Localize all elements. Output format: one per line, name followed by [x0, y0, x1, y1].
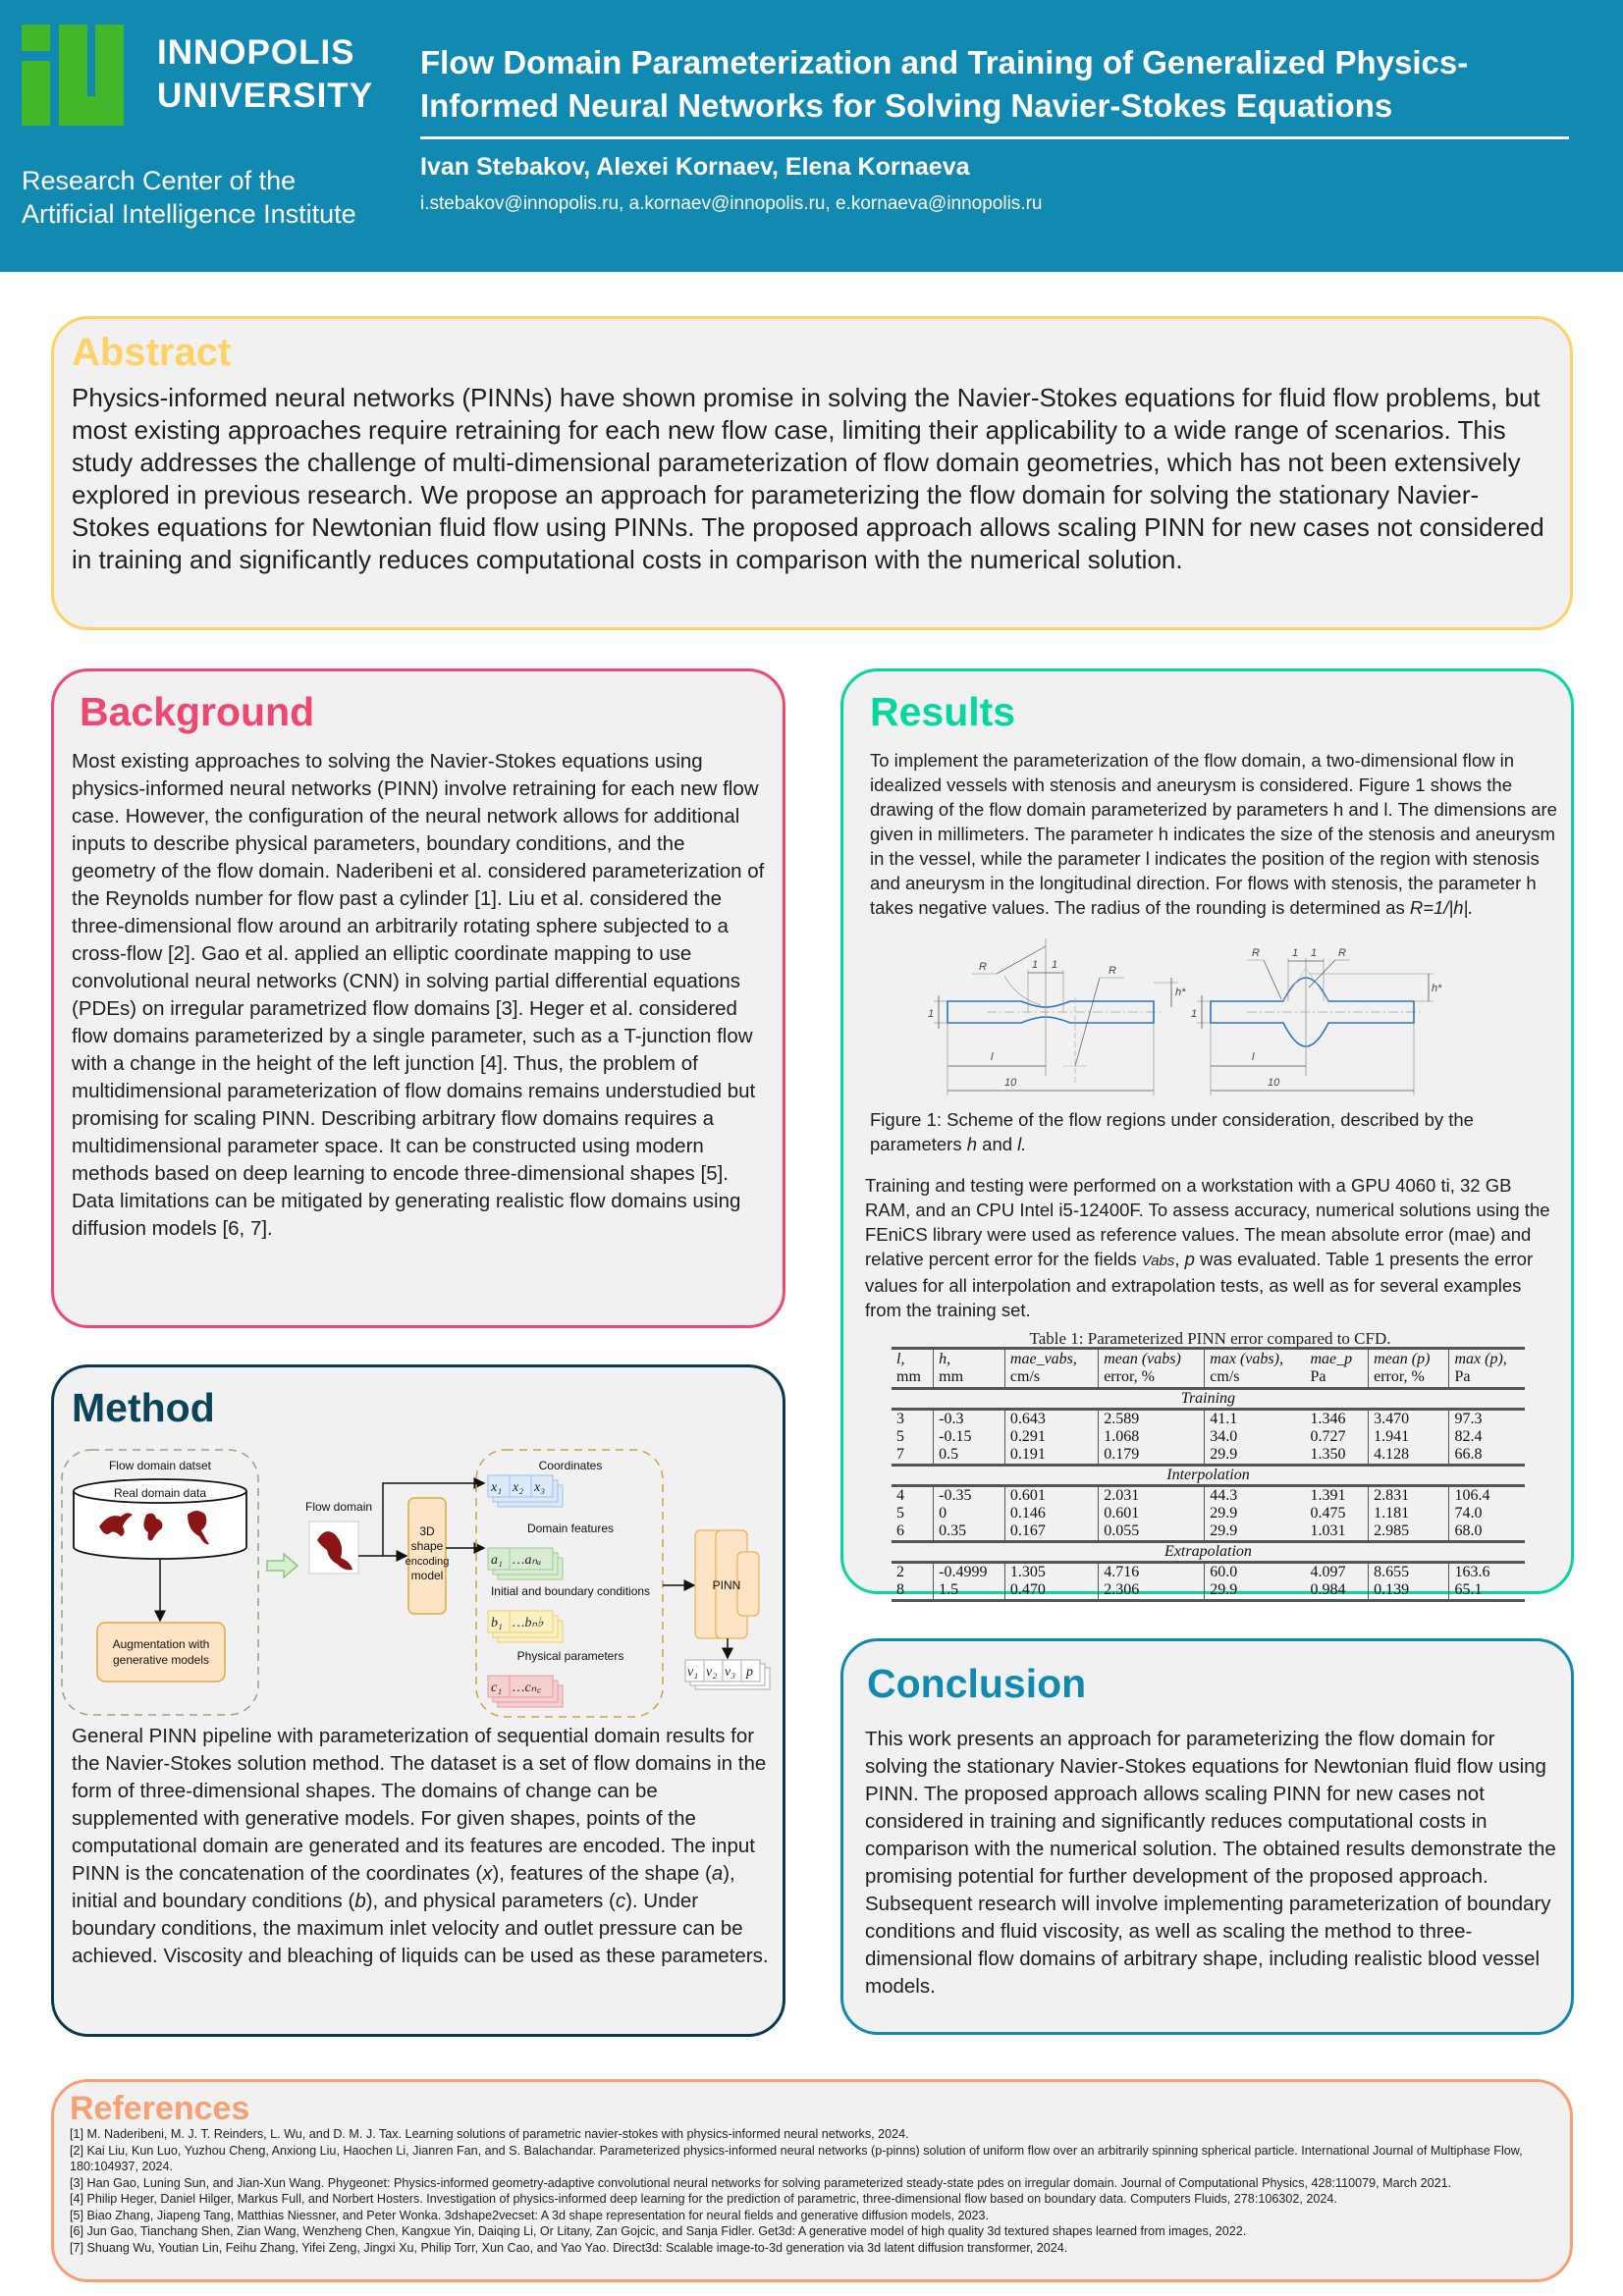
table-cell: 8 [892, 1581, 934, 1601]
abstract-heading: Abstract [72, 331, 232, 374]
table-cell: 44.3 [1210, 1487, 1238, 1504]
fig-right-dim-1: 1 [1191, 1008, 1198, 1020]
table-cell: 0.055 [1099, 1522, 1205, 1542]
fig-right-dim-1a: 1 [1292, 947, 1299, 959]
table-cell: 29.9 [1210, 1505, 1238, 1522]
method-text [72, 1723, 771, 1970]
table-cell: 1.5 [934, 1581, 1005, 1601]
fig-left-dim-h: h* [1175, 987, 1186, 998]
encoder-line3: encoding [405, 1556, 450, 1568]
encoder-line4: model [410, 1569, 444, 1582]
output-v3: v₃ [725, 1665, 736, 1680]
table-cell: 106.4 [1454, 1487, 1490, 1504]
table-cell: 2.589 [1099, 1410, 1205, 1429]
table-cell: 6 [892, 1522, 934, 1542]
table-cell: 4 [892, 1486, 934, 1506]
header-unit: error, % [1104, 1368, 1155, 1385]
header-name: mean (vabs) [1104, 1351, 1181, 1367]
table-cell: 4.128 [1369, 1446, 1449, 1466]
reference-item: [4] Philip Heger, Daniel Hilger, Markus Full, and Norbert Hosters. Investigation of physics-informed deep learning for the prediction of parametric, three-dimensional flow based on boundary data. Computers Fluids, 278:106302, 2024. [70, 2192, 1337, 2206]
table-row [892, 1505, 1525, 1522]
table-cell: 2 [892, 1563, 934, 1582]
header-unit: cm/s [1009, 1368, 1041, 1385]
background-panel [51, 668, 785, 1328]
table-body [892, 1389, 1525, 1601]
table-cell: 1.391 [1305, 1486, 1368, 1506]
table-cell: 4.716 [1099, 1563, 1205, 1582]
table-cell: -0.3 [934, 1410, 1005, 1429]
poster-title [420, 41, 1613, 128]
table-cell: 0.5 [934, 1446, 1005, 1466]
fig-right-R2: R [1338, 947, 1346, 959]
table-cell: -0.15 [934, 1428, 1005, 1446]
field-p: p [1184, 1249, 1195, 1269]
table-cell: 68.0 [1449, 1522, 1525, 1542]
physical-params-vector [488, 1676, 563, 1707]
table-header-cell [1205, 1349, 1306, 1389]
table-cell: 0.146 [1004, 1505, 1098, 1522]
augmentation-line2: generative models [112, 1653, 210, 1667]
table-cell: 29.9 [1205, 1446, 1306, 1466]
training-text-main: Training and testing were performed on a workstation with a GPU 4060 ti, 32 GB RAM, and an CPU Intel i5-12400F. To assess accuracy, numerical solutions using the FEniCS library were used as reference values. The mean absolute error (mae) and relative percent error for the fields [865, 1175, 1550, 1269]
conditions-label: Initial and boundary conditions [490, 1584, 651, 1598]
table-header-cell [1449, 1349, 1525, 1389]
title-line2: Informed Neural Networks for Solving Navier-Stokes Equations [420, 87, 1393, 124]
feature-an: …aₙₐ [513, 1553, 542, 1568]
table-cell: 66.8 [1449, 1446, 1525, 1466]
method-heading: Method [72, 1385, 215, 1430]
results-intro-text [870, 748, 1557, 920]
table-header-cell [1099, 1349, 1205, 1389]
table-row [892, 1428, 1525, 1446]
real-data-label: Real domain data [113, 1486, 207, 1500]
table-header-cell [1004, 1349, 1098, 1389]
fig-right-dim-1b: 1 [1311, 947, 1318, 959]
table-cell: 163.6 [1454, 1564, 1490, 1580]
table-row [892, 1410, 1525, 1429]
table-row [892, 1446, 1525, 1466]
param-cn: …cₙ꜀ [513, 1681, 542, 1695]
header-unit: Pa [1454, 1368, 1471, 1385]
table-cell: -0.4999 [934, 1563, 1005, 1582]
center-line1: Research Center of the [22, 166, 297, 195]
table-cell: 5 [892, 1505, 934, 1522]
table-row [892, 1563, 1525, 1582]
header-unit: cm/s [1210, 1368, 1240, 1385]
table-cell: 2.306 [1099, 1581, 1205, 1601]
table-cell: 82.4 [1454, 1428, 1483, 1445]
caption-var-h: h [966, 1134, 978, 1154]
table-cell: 41.1 [1210, 1411, 1238, 1427]
table-cell: 5 [892, 1428, 934, 1446]
method-text-part: ). Under boundary conditions, the maximum inlet velocity and outlet pressure can be achieved. Viscosity and bleaching of liquids can be used as these parameters. [72, 1890, 769, 1967]
table-header-cell [892, 1349, 934, 1389]
method-text-part: ), and physical parameters ( [365, 1890, 616, 1912]
method-var-x: x [482, 1862, 493, 1885]
header-name: max (p), [1454, 1351, 1507, 1367]
table-header-row [892, 1349, 1525, 1389]
table-cell: 0.601 [1004, 1486, 1098, 1506]
flow-domain-label: Flow domain [305, 1500, 373, 1514]
table-cell: 0.191 [1004, 1446, 1098, 1466]
table-cell: 2.831 [1369, 1486, 1449, 1506]
coord-x1: x₁ [491, 1480, 503, 1495]
reference-item: [6] Jun Gao, Tianchang Shen, Zian Wang, Wenzheng Chen, Kangxue Yin, Daiqing Li, Or Litany, Zan Gojcic, and Sanja Fidler. Get3d: A generative model of high quality 3d textured shapes learned from images, 2022. [70, 2224, 1247, 2238]
condition-b1: b₁ [491, 1616, 503, 1630]
fig-left-R1: R [979, 961, 987, 973]
table-cell: 34.0 [1210, 1428, 1238, 1445]
method-text-part: ), features of the shape ( [492, 1862, 712, 1885]
header-name: mae_p [1310, 1351, 1353, 1367]
table-header-cell [1369, 1349, 1449, 1389]
results-panel [840, 668, 1574, 1598]
method-panel [51, 1364, 785, 2037]
conditions-vector [488, 1611, 563, 1642]
table-cell: 0.167 [1004, 1522, 1098, 1542]
output-vector [685, 1660, 770, 1689]
table-section-row [892, 1466, 1525, 1486]
fig-right-dim-10: 10 [1268, 1077, 1280, 1089]
table-header-cell [1305, 1349, 1368, 1389]
table-section-label: Interpolation [892, 1466, 1525, 1486]
references-panel [51, 2079, 1573, 2282]
table-section-label: Training [892, 1389, 1525, 1410]
encoder-line1: 3D [419, 1524, 435, 1538]
table-cell: 97.3 [1454, 1411, 1483, 1427]
table-cell: 65.1 [1449, 1581, 1525, 1601]
table-cell: 29.9 [1205, 1581, 1306, 1601]
fig-right-R1: R [1252, 947, 1260, 959]
param-c1: c₁ [491, 1681, 503, 1695]
table-row [892, 1522, 1525, 1542]
header-unit: mm [939, 1368, 964, 1385]
field-vabs: Vabs [1141, 1253, 1175, 1269]
header-unit: Pa [1310, 1368, 1326, 1385]
table-cell: 0.727 [1305, 1428, 1368, 1446]
table-1-caption: Table 1: Parameterized PINN error compared to CFD. [1029, 1329, 1391, 1348]
table-cell: 1.305 [1004, 1563, 1098, 1582]
dataset-label: Flow domain datset [108, 1459, 212, 1472]
results-heading: Results [870, 689, 1016, 734]
table-cell: 0.139 [1369, 1581, 1449, 1601]
table-cell: 3 [892, 1410, 934, 1429]
table-cell: 1.941 [1369, 1428, 1449, 1446]
title-line1: Flow Domain Parameterization and Training of Generalized Physics- [420, 44, 1469, 80]
table-cell: 29.9 [1205, 1522, 1306, 1542]
rounding-formula: R=1/|h|. [1409, 897, 1474, 918]
physical-params-label: Physical parameters [516, 1649, 624, 1663]
header-unit: mm [896, 1368, 921, 1385]
conclusion-panel [840, 1638, 1574, 2035]
innopolis-logo [22, 25, 124, 126]
header-banner [0, 0, 1623, 272]
university-name [157, 31, 373, 118]
table-cell: 2.985 [1369, 1522, 1449, 1542]
table-cell: -0.35 [934, 1486, 1005, 1506]
author-emails: i.stebakov@innopolis.ru, a.kornaev@innopolis.ru, e.kornaeva@innopolis.ru [420, 193, 1043, 214]
table-cell: 60.0 [1210, 1564, 1238, 1580]
reference-list [70, 2126, 1557, 2256]
condition-bn: …bₙ♭ [513, 1616, 544, 1630]
table-section-row [892, 1389, 1525, 1410]
reference-item: [1] M. Naderibeni, M. J. T. Reinders, L. Wu, and D. M. J. Tax. Learning solutions of parametric navier-stokes with physics-informed neural networks, 2024. [70, 2127, 909, 2141]
fig-left-dim-1b: 1 [1052, 959, 1058, 971]
fig-left-dim-1a: 1 [1032, 959, 1039, 971]
header-name: mae_vabs, [1009, 1351, 1077, 1367]
output-p: p [746, 1665, 753, 1680]
table-cell: 1.181 [1369, 1505, 1449, 1522]
university-line1: INNOPOLIS [157, 33, 355, 72]
caption-and: and [977, 1134, 1018, 1154]
header-unit: error, % [1374, 1368, 1425, 1385]
background-text: Most existing approaches to solving the Navier-Stokes equations using physics-informed neural networks (PINN) involve retraining for each new flow case. However, the configuration of the neural network allows for additional inputs to describe physical parameters, boundary conditions, and the geometry of the flow domain. Naderibeni et al. considered parameterization of the Reynolds number for flow past a cylinder [1]. Liu et al. considered the three-dimensional flow around an arbitrarily rotating sphere subjected to a cross-flow [2]. Gao et al. applied an elliptic coordinate mapping to use convolutional neural networks (CNN) in solving partial differential equations (PDEs) on irregular parametrized flow domains [3]. Heger et al. considered flow domains parameterized by a single parameter, such as a T-junction flow with a change in the height of the left junction [4]. Thus, the problem of multidimensional parameterization of flow domains remains understudied but promising for scaling PINN. Describing arbitrary flow domains requires a multidimensional parameter space. It can be constructed using modern methods based on deep learning to encode three-dimensional shapes [5]. Data limitations can be mitigated by generating realistic flow domains using diffusion models [6, 7]. [72, 750, 765, 1240]
domain-features-vector [488, 1548, 563, 1579]
research-center-name [22, 164, 356, 231]
output-v1: v₁ [687, 1665, 699, 1680]
training-text-end: was evaluated. Table 1 presents the error values for all interpolation and extrapolation tests, as well as for several examples from the training set. [865, 1249, 1534, 1320]
fig-left-dim-l: l [991, 1051, 994, 1063]
table-cell: 4.097 [1305, 1563, 1368, 1582]
table-section-label: Extrapolation [892, 1542, 1525, 1563]
reference-item: [7] Shuang Wu, Youtian Lin, Feihu Zhang, Yifei Zeng, Jingxi Xu, Philip Torr, Xun Cao, and Yao Yao. Direct3d: Scalable image-to-3d generation via 3d latent diffusion transformer, 2024. [70, 2240, 1068, 2255]
coord-x2: x₂ [513, 1480, 524, 1495]
conclusion-text: This work presents an approach for parameterizing the flow domain for solving the stationary Navier-Stokes equations for Newtonian fluid flow using PINN. The proposed approach allows scaling PINN for new cases not considered in training and significantly reduces computational costs in comparison with the numerical solution. The obtained results demonstrate the promising potential for further development of the proposed approach. Subsequent research will involve implementing parameterization of boundary conditions and fluid viscosity, as well as scaling the method to three-dimensional flow domains of arbitrary shape, including realistic blood vessel models. [865, 1728, 1556, 1998]
table-cell: 7 [892, 1446, 934, 1466]
table-cell: 0.470 [1004, 1581, 1098, 1601]
aneurysm-drawing [1191, 947, 1442, 1095]
table-cell: 3.470 [1369, 1410, 1449, 1429]
domain-features-label: Domain features [526, 1522, 615, 1535]
authors: Ivan Stebakov, Alexei Kornaev, Elena Kornaeva [420, 153, 970, 181]
augmentation-box [97, 1623, 225, 1682]
table-cell: 8.655 [1369, 1563, 1449, 1582]
reference-item: [5] Biao Zhang, Jiapeng Tang, Matthias Niessner, and Peter Wonka. 3dshape2vecset: A 3d shape representation for neural fields and generative diffusion models, 2023. [70, 2208, 990, 2222]
table-cell: 0 [934, 1505, 1005, 1522]
reference-item: [2] Kai Liu, Kun Luo, Yuzhou Cheng, Anxiong Liu, Haochen Li, Jianren Fan, and S. Balachandar. Parameterized physics-informed neural networks (p-pinns) solution of uniform flow over an arbitrarily spinning spherical particle. International Journal of Multiphase Flow, 180:104937, 2024. [70, 2143, 1523, 2173]
pinn-pipeline-diagram [56, 1446, 779, 1723]
stenosis-drawing [928, 938, 1186, 1095]
coordinates-label: Coordinates [538, 1459, 603, 1472]
table-cell: 0.643 [1004, 1410, 1098, 1429]
fig-left-dim-10: 10 [1004, 1077, 1017, 1089]
table-cell: 2.031 [1099, 1486, 1205, 1506]
method-text-part: ), initial and boundary conditions ( [72, 1862, 735, 1912]
table-cell: 0.475 [1305, 1505, 1368, 1522]
table-cell: 0.984 [1305, 1581, 1368, 1601]
table-row [892, 1581, 1525, 1601]
pinn-label: PINN [712, 1578, 741, 1592]
header-name: h, [939, 1351, 951, 1367]
fig-right-dim-l: l [1252, 1051, 1255, 1063]
header-name: max (vabs), [1210, 1351, 1283, 1367]
feature-a1: a₁ [491, 1553, 503, 1568]
background-heading: Background [80, 689, 315, 734]
encoder-line2: shape [410, 1539, 444, 1553]
conclusion-heading: Conclusion [867, 1661, 1087, 1706]
results-intro-main: To implement the parameterization of the flow domain, a two-dimensional flow in idealized vessels with stenosis and aneurysm is considered. Figure 1 shows the drawing of the flow domain parameterized by parameters h and l. The dimensions are given in millimeters. The parameter h indicates the size of the stenosis and aneurysm in the vessel, while the parameter l indicates the position of the region with stenosis and aneurysm in the longitudinal direction. For flows with stenosis, the parameter h takes negative values. The radius of the rounding is determined as [870, 750, 1557, 918]
method-text-part: General PINN pipeline with parameterization of sequential domain results for the Navier-Stokes solution method. The dataset is a set of flow domains in the form of three-dimensional shapes. The domains of change can be supplemented with generative models. For given shapes, points of the computational domain are generated and its features are encoded. The input PINN is the concatenation of the coordinates ( [72, 1725, 767, 1885]
caption-main: Figure 1: Scheme of the flow regions under consideration, described by the parameters [870, 1109, 1474, 1154]
title-divider [420, 136, 1569, 139]
flow-arrow-icon [267, 1554, 298, 1577]
table-cell: 1.031 [1305, 1522, 1368, 1542]
error-table [892, 1347, 1525, 1602]
table-cell: 1.068 [1099, 1428, 1205, 1446]
table-row [892, 1486, 1525, 1506]
table-section-row [892, 1542, 1525, 1563]
fig-left-R2: R [1109, 965, 1116, 977]
method-var-a: a [711, 1862, 724, 1885]
references-heading: References [70, 2090, 250, 2127]
header-name: mean (p) [1374, 1351, 1431, 1367]
output-v2: v₂ [706, 1665, 718, 1680]
table-cell: 1.350 [1305, 1446, 1368, 1466]
header-name: l, [896, 1351, 905, 1367]
fig-left-dim-1: 1 [928, 1008, 935, 1020]
university-line2: UNIVERSITY [157, 77, 374, 115]
center-line2: Artificial Intelligence Institute [22, 199, 356, 229]
table-cell: 74.0 [1454, 1505, 1483, 1522]
abstract-text: Physics-informed neural networks (PINNs) have shown promise in solving the Navier-Stokes equations for fluid flow problems, but most existing approaches require retraining for each new flow case, limiting their applicability to a wide range of scenarios. This study addresses the challenge of multi-dimensional parameterization of flow domain geometries, which has not been extensively explored in previous research. We propose an approach for parameterizing the flow domain for solving the stationary Navier-Stokes equations for Newtonian fluid flow using PINNs. The proposed approach allows scaling PINN for new cases not considered in training and significantly reduces computational costs in comparison with the numerical solution. [72, 383, 1544, 574]
table-header-cell [934, 1349, 1005, 1389]
table-cell: 1.346 [1305, 1410, 1368, 1429]
results-training-text [865, 1173, 1557, 1322]
field-separator: , [1174, 1249, 1185, 1269]
method-var-c: c [615, 1890, 626, 1912]
abstract-panel [51, 316, 1573, 630]
reference-item: [3] Han Gao, Luning Sun, and Jian-Xun Wang. Phygeonet: Physics-informed geometry-adaptive convolutional neural networks for solving parameterized steady-state pdes on irregular domain. Journal of Computational Physics, 428:110079, March 2021. [70, 2175, 1452, 2190]
fig-right-dim-h: h* [1432, 983, 1442, 994]
caption-var-l: l. [1017, 1134, 1027, 1154]
table-cell: 0.179 [1099, 1446, 1205, 1466]
coord-x3: x₃ [534, 1480, 546, 1495]
figure-1-flow-scheme [918, 938, 1507, 1105]
augmentation-line1: Augmentation with [112, 1637, 210, 1651]
figure-1-caption [870, 1107, 1557, 1156]
table-cell: 0.35 [934, 1522, 1005, 1542]
coordinates-vector [488, 1475, 563, 1507]
table-cell: 0.601 [1099, 1505, 1205, 1522]
method-var-b: b [354, 1890, 366, 1912]
table-cell: 0.291 [1004, 1428, 1098, 1446]
